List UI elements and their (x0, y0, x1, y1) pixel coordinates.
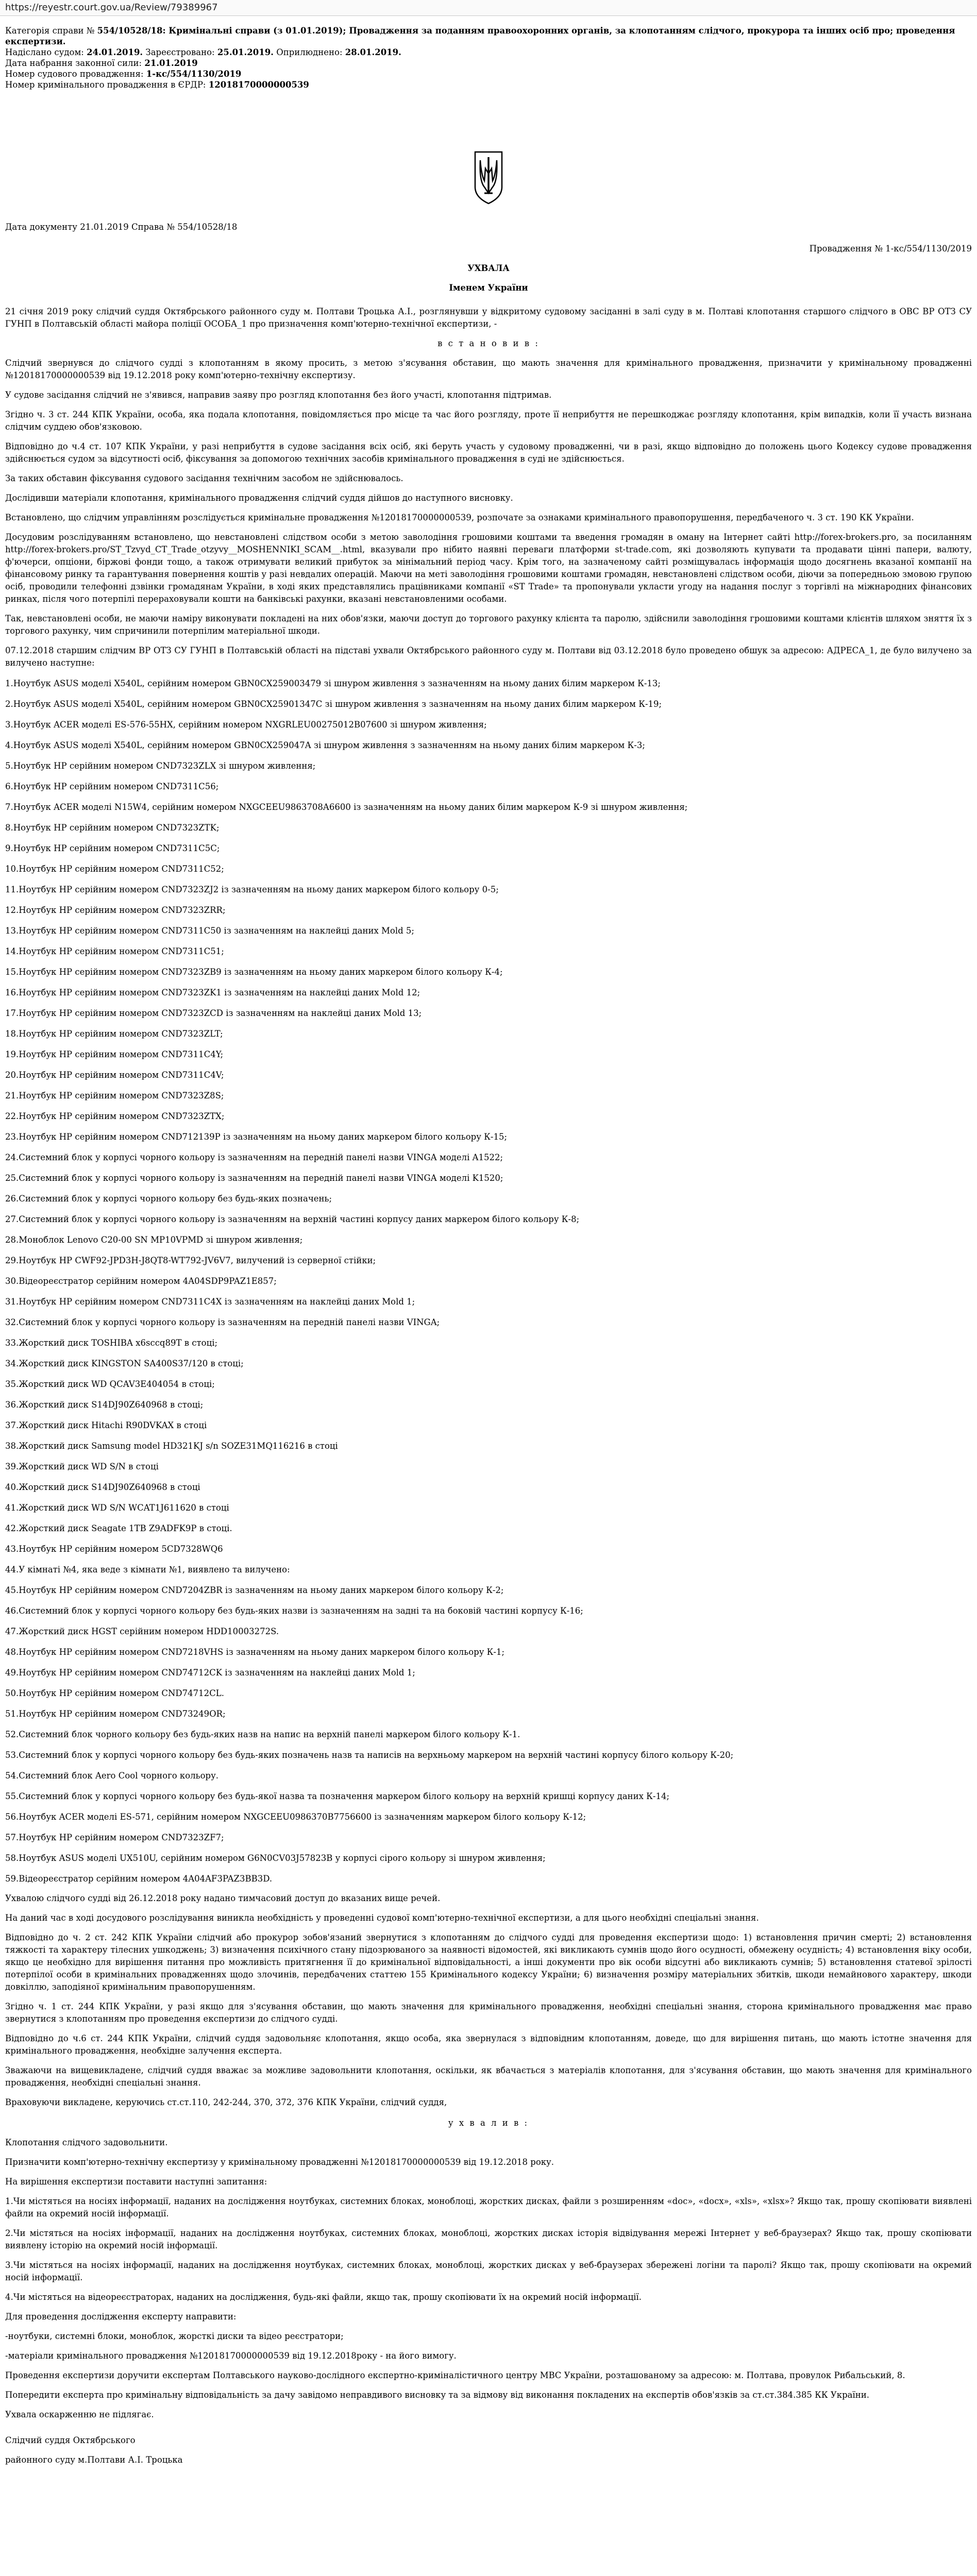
seized-item: 44.У кімнаті №4, яка веде з кімнати №1, виявлено та вилучено: (5, 1565, 290, 1574)
seized-item: 4.Ноутбук ASUS моделі X540L, серійним номером GBN0CX259047A зі шнуром живлення з зазначенням на ньому даних білим маркером К-3; (5, 740, 645, 750)
case-meta (5, 25, 972, 90)
seized-item: 33.Жорсткий диск TOSHIBA x6sccq89T в стоці; (5, 1338, 218, 1348)
body-paragraph: Відповідно до ч.4 ст. 107 КПК України, у разі неприбуття в судове засідання всіх осіб, які беруть участь у судовому провадженні, чи в разі, якщо відповідно до положень цього Кодексу судове провадження здійснюється судом за відсутності осіб, фіксування за допомогою технічних засобів кримінального провадження в суді не здійснюється. (5, 442, 972, 464)
body-paragraph: Згідно ч. 3 ст. 244 КПК України, особа, яка подала клопотання, повідомляється про місце та час його розгляду, проте її неприбуття не перешкоджає розгляду клопотання, крім випадків, коли її участь визнана слідчим суддею обов'язковою. (5, 410, 972, 432)
signature-line-2: районного суду м.Полтави А.І. Троцька (5, 2455, 183, 2465)
seized-item: 36.Жорсткий диск S14DJ90Z640968 в стоці; (5, 1400, 204, 1410)
court-document (0, 16, 977, 2466)
seized-item: 53.Системний блок у корпусі чорного кольору без будь-яких позначень назв та написів на верхньому маркером на верхній частині корпусу білого кольору К-20; (5, 1750, 734, 1760)
body-paragraph: Згідно ч. 1 ст. 244 КПК України, у разі якщо для з'ясування обставин, що мають значення для кримінального провадження, необхідні спеціальні знання, сторона кримінального провадження має право звернутися з клопотанням про проведення експертизи до слідчого судді. (5, 2002, 972, 2024)
resolution-item: -ноутбуки, системні блоки, моноблок, жорсткі диски та відео реєстратори; (5, 2331, 344, 2341)
seized-item: 27.Системний блок у корпусі чорного кольору із зазначенням на верхній частині корпусу даних маркером білого кольору К-8; (5, 1214, 580, 1224)
document-subtitle: Іменем України (449, 283, 528, 293)
meta-label: Оприлюднено: (273, 47, 345, 57)
seized-item: 32.Системний блок у корпусі чорного кольору із зазначенням на передній панелі назви VINGA; (5, 1317, 440, 1327)
resolution-item: На вирішення експертизи поставити наступні запитання: (5, 2177, 267, 2187)
seized-item: 29.Ноутбук HP CWF92-JPD3H-J8QT8-WT792-JV6V7, вилучений із серверної стійки; (5, 1256, 376, 1265)
meta-value: 554/10528/18: Кримінальні справи (з 01.01.2019); Провадження за поданням правоохоронних органів, за клопотанням слідчого, прокурора та інших осіб про; проведення експертизи. (5, 26, 955, 46)
meta-label: Номер кримінального провадження в ЄРДР: (5, 80, 209, 90)
seized-item: 56.Ноутбук ACER моделі ES-571, серійним номером NXGCEEU0986370B7756600 із зазначенням маркером білого кольору К-12; (5, 1812, 586, 1822)
seized-items-list (5, 677, 972, 1885)
seized-item: 31.Ноутбук HP серійним номером CND7311C4X із зазначенням на наклейці даних Mold 1; (5, 1297, 415, 1307)
seized-item: 26.Системний блок у корпусі чорного кольору без будь-яких позначень; (5, 1194, 332, 1204)
seized-item: 21.Ноутбук HP серійним номером CND7323Z8S; (5, 1091, 224, 1100)
seized-item: 50.Ноутбук HP серійним номером CND74712CL. (5, 1688, 224, 1698)
seized-item: 25.Системний блок у корпусі чорного кольору із зазначенням на передній панелі назви VINGA моделі K1520; (5, 1173, 503, 1183)
intro-paragraph: 21 січня 2019 року слідчий суддя Октябрського районного суду м. Полтави Троцька А.І., розглянувши у відкритому судовому засіданні в залі суду в м. Полтаві клопотання старшого слідчого в ОВС ВР ОТЗ СУ ГУНП в Полтавській області майора поліції ОСОБА_1 про призначення комп'ютерно-технічної експертизи, - (5, 307, 972, 329)
seized-item: 16.Ноутбук HP серійним номером CND7323ZK1 із зазначенням на наклейці даних Mold 12; (5, 988, 420, 997)
meta-line (5, 25, 972, 47)
meta-value: 21.01.2019 (144, 58, 198, 68)
seized-item: 11.Ноутбук HP серійним номером CND7323ZJ2 із зазначенням на ньому даних маркером білого кольору 0-5; (5, 885, 499, 894)
seized-item: 52.Системний блок чорного кольору без будь-яких назв на напис на верхній панелі маркером білого кольору К-1. (5, 1730, 520, 1739)
resolution-item: Клопотання слідчого задовольнити. (5, 2138, 168, 2147)
resolution-item: Ухвала оскарженню не підлягає. (5, 2410, 154, 2419)
seized-item: 43.Ноутбук HP серійним номером 5CD7328WQ6 (5, 1544, 223, 1554)
meta-line (5, 58, 972, 69)
seized-item: 10.Ноутбук HP серійним номером CND7311C52; (5, 864, 224, 874)
meta-value: 1-кс/554/1130/2019 (146, 69, 242, 79)
meta-value: 28.01.2019. (345, 47, 401, 57)
document-title: УХВАЛА (467, 263, 510, 273)
meta-label: Категорія справи № (5, 26, 97, 36)
seized-item: 40.Жорсткий диск S14DJ90Z640968 в стоці (5, 1482, 200, 1492)
body-paragraph: Відповідно до ч.6 ст. 244 КПК України, слідчий суддя задовольняє клопотання, якщо особа, яка звернулася з відповідним клопотанням, доведе, що для вирішення питань, що мають істотне значення для кримінального провадження, необхідне залучення експерта. (5, 2033, 972, 2056)
seized-item: 28.Моноблок Lenovo C20-00 SN MP10VPMD зі шнуром живлення; (5, 1235, 303, 1245)
meta-line (5, 47, 972, 58)
seized-item: 18.Ноутбук HP серійним номером CND7323ZLT; (5, 1029, 223, 1039)
meta-value: 24.01.2019. (87, 47, 143, 57)
resolution-item: Попередити експерта про кримінальну відповідальність за дачу завідомо неправдивого висновку та за відмову від виконання покладених на експертів обов'язків за ст.ст.384.385 КК України. (5, 2390, 870, 2400)
seized-item: 58.Ноутбук ASUS моделі UX510U, серійним номером G6N0CV03J57823B у корпусі сірого кольору зі шнуром живлення; (5, 1853, 546, 1863)
body-paragraph: За таких обставин фіксування судового засідання технічним засобом не здійснювалось. (5, 473, 403, 483)
seized-item: 46.Системний блок у корпусі чорного кольору без будь-яких назви із зазначенням на задні та на боковій частині корпусу К-16; (5, 1606, 583, 1616)
body-paragraph: Так, невстановлені особи, не маючи наміру виконувати покладені на них обов'язки, маючи доступ до торгового рахунку клієнта та паролю, здійснили заволодіння грошовими коштами клієнтів шляхом зняття їх з торгового рахунку, чим спричинили потерпілим матеріальної шкоди. (5, 614, 972, 636)
seized-item: 9.Ноутбук HP серійним номером CND7311C5C; (5, 843, 220, 853)
meta-label: Дата набрання законної сили: (5, 58, 145, 68)
seized-item: 6.Ноутбук HP серійним номером CND7311C56; (5, 782, 219, 791)
seized-item: 54.Системний блок Aero Cool чорного кольору. (5, 1771, 219, 1781)
meta-label: Зареєстровано: (143, 47, 217, 57)
seized-item: 48.Ноутбук HP серійним номером CND7218VHS із зазначенням на ньому даних маркером білого кольору К-1; (5, 1647, 505, 1657)
seized-item: 14.Ноутбук HP серійним номером CND7311C51; (5, 946, 224, 956)
seized-item: 5.Ноутбук HP серійним номером CND7323ZLX зі шнуром живлення; (5, 761, 316, 771)
proceeding-number: Провадження № 1-кс/554/1130/2019 (809, 244, 972, 253)
seized-item: 59.Відеореєстратор серійним номером 4A04AF3PAZ3BB3D. (5, 1874, 273, 1884)
resolution-item: Для проведення дослідження експерту направити: (5, 2312, 237, 2321)
tryzub-coat-of-arms-icon (473, 150, 504, 206)
seized-item: 23.Ноутбук HP серійним номером CND712139P із зазначенням на ньому даних маркером білого кольору К-15; (5, 1132, 508, 1142)
body-paragraph: У судове засідання слідчий не з'явився, направив заяву про розгляд клопотання без його участі, клопотання підтримав. (5, 390, 552, 400)
seized-item: 17.Ноутбук HP серійним номером CND7323ZCD із зазначенням на наклейці даних Mold 13; (5, 1008, 422, 1018)
resolution-item: 3.Чи містяться на носіях інформації, наданих на дослідження ноутбуках, системних блоках, моноблоці, жорстких дисках у веб-браузерах збережені логіни та паролі? Якщо так, прошу скопіювати на окремий носій інформації. (5, 2260, 972, 2282)
resolution-item: 2.Чи містяться на носіях інформації, наданих на дослідження ноутбуках, системних блоках, моноблоці, жорстких дисках історія відвідування мережі Інтернет у веб-браузерах? Якщо так, прошу скопіювати виявлену історію на окремий носій інформації. (5, 2228, 972, 2250)
seized-item: 20.Ноутбук HP серійним номером CND7311C4V; (5, 1070, 224, 1080)
resolution-item: Призначити комп'ютерно-технічну експертизу у кримінальному провадженні №12018170000000539 від 19.12.2018 року. (5, 2157, 554, 2167)
seized-item: 2.Ноутбук ASUS моделі X540L, серійним номером GBN0CX25901347C зі шнуром живлення з зазначенням на ньому даних білим маркером К-19; (5, 699, 662, 709)
signature-block (5, 2434, 972, 2466)
seized-item: 39.Жорсткий диск WD S/N в стоці (5, 1462, 159, 1471)
body-paragraph: На даний час в ході досудового розслідування виникла необхідність у проведенні судової комп'ютерно-технічної експертизи, а для цього необхідні спеціальні знання. (5, 1913, 759, 1923)
seized-item: 15.Ноутбук HP серійним номером CND7323ZB9 із зазначенням на ньому даних маркером білого кольору К-4; (5, 967, 503, 977)
seized-item: 19.Ноутбук HP серійним номером CND7311C4Y; (5, 1049, 224, 1059)
seized-item: 7.Ноутбук ACER моделі N15W4, серійним номером NXGCEEU9863708A6600 із зазначенням на ньому даних білим маркером К-9 зі шнуром живлення; (5, 802, 688, 812)
after-items-paragraphs (5, 1892, 972, 2109)
body-paragraph: Ухвалою слідчого судді від 26.12.2018 року надано тимчасовий доступ до вказаних вище речей. (5, 1893, 441, 1903)
resolution-item: 4.Чи містяться на відеореєстраторах, наданих на дослідження, будь-які файли, якщо так, прошу скопіювати їх на окремий носій інформації. (5, 2292, 642, 2302)
seized-item: 47.Жорсткий диск HGST серійним номером HDD10003272S. (5, 1626, 279, 1636)
meta-label: Номер судового провадження: (5, 69, 146, 79)
seized-item: 34.Жорсткий диск KINGSTON SA400S37/120 в стоці; (5, 1359, 244, 1368)
seized-item: 41.Жорсткий диск WD S/N WCAT1J611620 в стоці (5, 1503, 229, 1513)
meta-value: 25.01.2019. (217, 47, 274, 57)
seized-item: 22.Ноутбук HP серійним номером CND7323ZTX; (5, 1111, 225, 1121)
seized-item: 57.Ноутбук HP серійним номером CND7323ZF7; (5, 1833, 224, 1842)
established-heading: в с т а н о в и в : (437, 338, 540, 348)
body-paragraph: Дослідивши матеріали клопотання, кримінального провадження слідчий суддя дійшов до наступного висновку. (5, 493, 513, 503)
seized-item: 35.Жорсткий диск WD QCAV3E404054 в стоці; (5, 1379, 215, 1389)
meta-line (5, 69, 972, 79)
seized-item: 51.Ноутбук HP серійним номером CND73249OR; (5, 1709, 226, 1719)
body-paragraph: Зважаючи на вищевикладене, слідчий суддя вважає за можливе задовольнити клопотання, оскільки, як вбачається з матеріалів клопотання, для з'ясування обставин, що мають значення для кримінального провадження, необхідні спеціальні знання. (5, 2065, 972, 2088)
seized-item: 12.Ноутбук HP серійним номером CND7323ZRR; (5, 905, 226, 915)
meta-label: Надіслано судом: (5, 47, 87, 57)
body-paragraph: Досудовим розслідуванням встановлено, що невстановлені слідством особи з метою заволодіння грошовими коштами та введення громадян в оману на Інтернет сайті http://forex-brokers.pro, за посиланням http://forex-brokers.pro/ST_Tzvyd_CT_Trade_otzyvy__MOSHENNIKI_SCAM__.html, вказували про нібито наявні переваги платформи st-trade.com, які дозволяють купувати та продавати цінні папери, валюту, ф'ючерси, опціони, біржові фонди тощо, а також отримувати великий прибуток за мінімальний період часу. Крім того, на зазначеному сайті розміщувалась інформація щодо досягнень вказаної компанії на фінансовому ринку та гарантування повернення коштів у разі невдалих операцій. Маючи на меті заволодіння грошовими коштами громадян, невстановлені слідством особи, діючи за попередньою змовою групою осіб, проводили телефонні дзвінки громадянам України, в ході яких представлялись працівниками компанії «ST Trade» та пропонували укласти угоду на надання послуг з торгівлі на міжнародних фінансових ринках, після чого потерпілі перераховували кошти на банківські рахунки, вказані невстановленими особами. (5, 532, 972, 604)
resolution-item: Проведення експертизи доручити експертам Полтавського науково-дослідного експертно-криміналістичного центру МВС України, розташованому за адресою: м. Полтава, провулок Рибальський, 8. (5, 2370, 905, 2380)
seized-item: 49.Ноутбук HP серійним номером CND74712CK із зазначенням на наклейці даних Mold 1; (5, 1668, 415, 1677)
url-text: https://reyestr.court.gov.ua/Review/79389967 (5, 2, 218, 13)
resolution-list (5, 2137, 972, 2421)
meta-line (5, 79, 972, 90)
seized-item: 42.Жорсткий диск Seagate 1TB Z9ADFK9P в стоці. (5, 1523, 232, 1533)
seized-item: 45.Ноутбук HP серійним номером CND7204ZBR із зазначенням на ньому даних маркером білого кольору К-2; (5, 1585, 504, 1595)
seized-item: 1.Ноутбук ASUS моделі X540L, серійним номером GBN0CX259003479 зі шнуром живлення з зазначенням на ньому даних білим маркером К-13; (5, 679, 661, 688)
resolved-heading: у х в а л и в : (448, 2118, 529, 2128)
seized-item: 55.Системний блок у корпусі чорного кольору без будь-якої назва та позначення маркером білого кольору на верхній кришці корпусу даних К-14; (5, 1791, 670, 1801)
meta-value: 12018170000000539 (208, 80, 309, 90)
seized-item: 8.Ноутбук HP серійним номером CND7323ZTK; (5, 823, 220, 833)
body-paragraph: Слідчий звернувся до слідчого судді з клопотанням в якому просить, з метою з'ясування обставин, що мають значення для кримінального провадження, призначити у кримінальному провадженні №12018170000000539 від 19.12.2018 року комп'ютерно-технічну експертизу. (5, 358, 972, 380)
body-paragraph: Встановлено, що слідчим управлінням розслідується кримінальне провадження №12018170000000539, розпочате за ознаками кримінального правопорушення, передбаченого ч. 3 ст. 190 КК України. (5, 513, 914, 522)
seized-item: 13.Ноутбук HP серійним номером CND7311C50 із зазначенням на наклейці даних Mold 5; (5, 926, 414, 936)
document-date-line: Дата документу 21.01.2019 Справа № 554/10528/18 (5, 222, 238, 232)
signature-line-1: Слідчий суддя Октябрського (5, 2435, 136, 2445)
body-paragraph: Відповідно до ч. 2 ст. 242 КПК України слідчий або прокурор зобов'язаний звернутися з клопотанням до слідчого судді для проведення експертизи щодо: 1) встановлення причин смерті; 2) встановлення тяжкості та характеру тілесних ушкоджень; 3) визначення психічного стану підозрюваного за наявності відомостей, які викликають сумнів щодо його осудності, обмежену осудність; 4) встановлення віку особи, якщо це необхідно для вирішення питання про можливість притягнення її до кримінальної відповідальності, а інші документи про вік особи відсутні або викликають сумнів; 5) встановлення статевої зрілості потерпілої особи в кримінальних провадженнях щодо злочинів, передбачених статтею 155 Кримінального кодексу України; 6) визначення розміру матеріальних збитків, шкоди немайнового характеру, шкоди довкіллю, заподіяної кримінальним правопорушенням. (5, 1933, 972, 1992)
body-paragraph: Враховуючи викладене, керуючись ст.ст.110, 242-244, 370, 372, 376 КПК України, слідчий суддя, (5, 2097, 447, 2107)
body-paragraphs (5, 357, 972, 669)
seized-item: 38.Жорсткий диск Samsung model HD321KJ s/n SOZE31MQ116216 в стоці (5, 1441, 338, 1451)
seized-item: 37.Жорсткий диск Hitachi R90DVKAX в стоці (5, 1420, 207, 1430)
resolution-item: 1.Чи містяться на носіях інформації, наданих на дослідження ноутбуках, системних блоках, моноблоці, жорстких дисках, файли з розширенням «doc», «docx», «xls», «xlsx»? Якщо так, прошу скопіювати виявлені файли на окремий носій інформації. (5, 2196, 972, 2218)
address-bar[interactable] (0, 0, 977, 16)
seized-item: 30.Відеореєстратор серійним номером 4A04SDP9PAZ1E857; (5, 1276, 277, 1286)
resolution-item: -матеріали кримінального провадження №12018170000000539 від 19.12.2018року - на його вимогу. (5, 2351, 457, 2361)
seized-item: 24.Системний блок у корпусі чорного кольору із зазначенням на передній панелі назви VINGA моделі A1522; (5, 1153, 503, 1162)
seized-item: 3.Ноутбук ACER моделі ES-576-55HX, серійним номером NXGRLEU00275012B07600 зі шнуром живлення; (5, 720, 487, 730)
body-paragraph: 07.12.2018 старшим слідчим ВР ОТЗ СУ ГУНП в Полтавській області на підставі ухвали Октябрського районного суду м. Полтави від 03.12.2018 було проведено обшук за адресою: АДРЕСА_1, де було вилучено за вилучено наступне: (5, 646, 972, 668)
